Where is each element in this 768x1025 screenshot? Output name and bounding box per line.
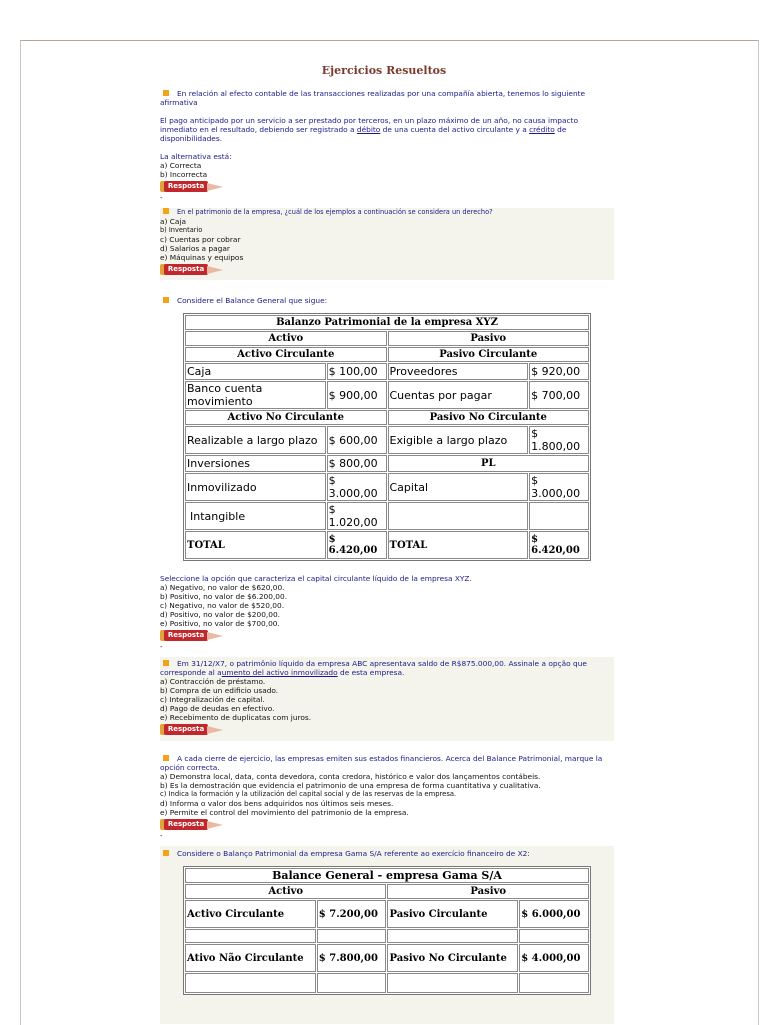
balance-table-gama [183, 866, 591, 995]
exigible-value: $ 1.800,00 [529, 426, 589, 454]
q3-prompt: Seleccione la opción que caracteriza el capital circulante líquido de la empresa XYZ. [160, 574, 472, 583]
q1-option: b) Incorrecta [160, 170, 208, 179]
total-value: $ 6.420,00 [529, 531, 589, 559]
q1-statement-b: de una cuenta del activo circulante y a [382, 125, 527, 134]
activo-inmovilizado-link[interactable]: umento del activo inmovilizado [221, 668, 338, 677]
empty-cell [317, 973, 387, 993]
inmovilizado-label: Inmovilizado [185, 473, 326, 501]
activo-header: Activo [185, 884, 386, 899]
question-2 [160, 208, 614, 280]
question-1: En relación al efecto contable de las transacciones realizadas por una compañía abierta, tenemos lo siguiente afirmativa El pago anticipado por un servicio a ser prestado por terceros, en un plazo máximo de un año, no causa impacto inmediato en el resultado, debiendo ser registrado a débito de una cuenta del activo circulante y a crédito de disponibilidades. La alternativa está: a) Correcta b) Incorrecta Resposta - [160, 89, 614, 201]
intangible-label: Intangible [185, 502, 326, 530]
exigible-label: Exigible a largo plazo [388, 426, 529, 454]
balance-table-xyz [183, 313, 591, 561]
q2-option: b) Inventario [160, 226, 203, 234]
caja-value: $ 100,00 [327, 363, 387, 380]
total-label: TOTAL [185, 531, 326, 559]
q3-intro: Considere el Balance General que sigue: [177, 296, 328, 305]
pasivo-circulante-label: Pasivo Circulante [387, 900, 518, 928]
pasivo-header: Pasivo [387, 884, 589, 899]
total-value: $ 6.420,00 [327, 531, 387, 559]
pl-header: PL [388, 455, 590, 472]
bullet-icon [163, 660, 169, 666]
q3-option: b) Positivo, no valor de $6.200,00. [160, 592, 288, 601]
q2-option: a) Caja [160, 217, 187, 226]
q4-intro-end: de esta empresa. [340, 668, 405, 677]
pasivo-no-circulante-header: Pasivo No Circulante [388, 410, 590, 425]
activo-no-circulante-header: Activo No Circulante [185, 410, 387, 425]
q2-option: e) Máquinas y equipos [160, 253, 244, 262]
q5-option: e) Permite el control del movimiento del patrimonio de la empresa. [160, 808, 409, 817]
empty-cell [185, 929, 316, 943]
activo-no-circulante-value: $ 7.800,00 [317, 944, 387, 972]
debito-link[interactable]: débito [356, 125, 381, 134]
pasivo-circulante-header: Pasivo Circulante [388, 347, 590, 362]
resposta-button[interactable]: Resposta [160, 181, 226, 193]
q5-option: c) Indica la formación y la utilización del capital social y de las reservas de la empresa. [160, 790, 457, 798]
q1-option: a) Correcta [160, 161, 202, 170]
pasivo-no-circulante-value: $ 4.000,00 [519, 944, 589, 972]
inversiones-value: $ 800,00 [327, 455, 387, 472]
pasivo-circulante-value: $ 6.000,00 [519, 900, 589, 928]
page-title: Ejercicios Resueltos [321, 64, 447, 77]
pasivo-no-circulante-label: Pasivo No Circulante [387, 944, 518, 972]
realizable-label: Realizable a largo plazo [185, 426, 326, 454]
question-5: A cada cierre de ejercicio, las empresas emiten sus estados financieros. Acerca del Balance Patrimonial, marque la opción correcta. a) Demonstra local, data, conta devedora, conta credora, histórico e valor dos lançamentos contábeis. b) Es la demostración que evidencia el patrimonio de una empresa de forma cuantitativa y cualitativa. c) Indica la formación y la utilización del capital social y de las reservas de la empresa. d) Informa o valor dos bens adquiridos nos últimos seis meses. e) Permite el control del movimiento del patrimonio de la empresa. Resposta - [160, 754, 614, 839]
empty-cell [185, 973, 316, 993]
bullet-icon [163, 208, 169, 214]
q1-prompt: La alternativa está: [160, 152, 232, 161]
proveedores-value: $ 920,00 [529, 363, 589, 380]
table-title: Balanzo Patrimonial de la empresa XYZ [185, 315, 589, 330]
q4-intro: Em 31/12/X7, o patrimônio líquido da empresa ABC apresentava saldo de R$875.000,00. Assinale a opção que corresponde al a [160, 659, 587, 677]
q5-option: d) Informa o valor dos bens adquiridos nos últimos seis meses. [160, 799, 394, 808]
q3-option: e) Positivo, no valor de $700,00. [160, 619, 280, 628]
resposta-button[interactable]: Resposta [160, 264, 226, 276]
activo-circulante-value: $ 7.200,00 [317, 900, 387, 928]
empty-cell [529, 502, 589, 530]
q5-option: b) Es la demostración que evidencia el patrimonio de una empresa de forma cuantitativa y cualitativa. [160, 781, 541, 790]
q1-statement-a: El pago anticipado por un servicio a ser prestado por terceros, en un plazo máximo de un año, no causa impacto inmediato en el resultado, debiendo ser registrado a [160, 116, 578, 134]
bullet-icon [163, 755, 169, 761]
resposta-button[interactable]: Resposta [160, 630, 226, 642]
resposta-button[interactable]: Resposta [160, 724, 226, 736]
q4-option: e) Recebimento de duplicatas com juros. [160, 713, 312, 722]
q3-option: a) Negativo, no valor de $620,00. [160, 583, 285, 592]
empty-cell [317, 929, 387, 943]
question-3 [160, 296, 614, 305]
proveedores-label: Proveedores [388, 363, 529, 380]
inmovilizado-value: $ 3.000,00 [327, 473, 387, 501]
q4-option: c) Integralización de capital. [160, 695, 265, 704]
q1-statement-c: de disponibilidades. [160, 125, 567, 143]
activo-circulante-header: Activo Circulante [185, 347, 387, 362]
q5-intro: A cada cierre de ejercicio, las empresas emiten sus estados financieros. Acerca del Balance Patrimonial, marque la opción correcta. [160, 754, 603, 772]
pasivo-header: Pasivo [388, 331, 590, 346]
capital-label: Capital [388, 473, 529, 501]
q6-intro: Considere o Balanço Patrimonial da empresa Gama S/A referente ao exercício financeiro de X2: [177, 849, 530, 858]
bullet-icon [163, 850, 169, 856]
banco-label: Banco cuenta movimiento [185, 381, 326, 409]
activo-no-circulante-label: Ativo Não Circulante [185, 944, 316, 972]
q2-option: c) Cuentas por cobrar [160, 235, 241, 244]
resposta-button[interactable]: Resposta [160, 819, 226, 831]
q4-option: b) Compra de un edificio usado. [160, 686, 279, 695]
activo-header: Activo [185, 331, 387, 346]
q2-option: d) Salarios a pagar [160, 244, 230, 253]
cuentas-pagar-label: Cuentas por pagar [388, 381, 529, 409]
q4-option: a) Contracción de préstamo. [160, 677, 266, 686]
bullet-icon [163, 297, 169, 303]
total-label: TOTAL [388, 531, 529, 559]
question-3-options: Seleccione la opción que caracteriza el capital circulante líquido de la empresa XYZ. a) Negativo, no valor de $620,00. b) Positivo, no valor de $6.200,00. c) Negativo, no valor de $520,00. d) Positivo, no valor de $200,00. e) Positivo, no valor de $700,00. Resposta - [160, 574, 614, 650]
empty-cell [387, 929, 518, 943]
realizable-value: $ 600,00 [327, 426, 387, 454]
q1-intro: En relación al efecto contable de las transacciones realizadas por una compañía abierta, tenemos lo siguiente afirmativa [160, 89, 586, 107]
q2-intro: En el patrimonio de la empresa, ¿cuál de los ejemplos a continuación se considera un derecho? [177, 208, 493, 216]
empty-cell [519, 929, 589, 943]
intangible-value: $ 1.020,00 [327, 502, 387, 530]
credito-link[interactable]: crédito [529, 125, 555, 134]
cuentas-pagar-value: $ 700,00 [529, 381, 589, 409]
q3-option: c) Negativo, no valor de $520,00. [160, 601, 285, 610]
inversiones-label: Inversiones [185, 455, 326, 472]
empty-cell [519, 973, 589, 993]
question-4 [160, 657, 614, 741]
activo-circulante-label: Activo Circulante [185, 900, 316, 928]
caja-label: Caja [185, 363, 326, 380]
empty-cell [387, 973, 518, 993]
q4-option: d) Pago de deudas en efectivo. [160, 704, 275, 713]
empty-cell [388, 502, 529, 530]
q5-option: a) Demonstra local, data, conta devedora, conta credora, histórico e valor dos lançamentos contábeis. [160, 772, 541, 781]
q3-option: d) Positivo, no valor de $200,00. [160, 610, 281, 619]
bullet-icon [163, 90, 169, 96]
capital-value: $ 3.000,00 [529, 473, 589, 501]
banco-value: $ 900,00 [327, 381, 387, 409]
table-title: Balance General - empresa Gama S/A [185, 868, 589, 883]
